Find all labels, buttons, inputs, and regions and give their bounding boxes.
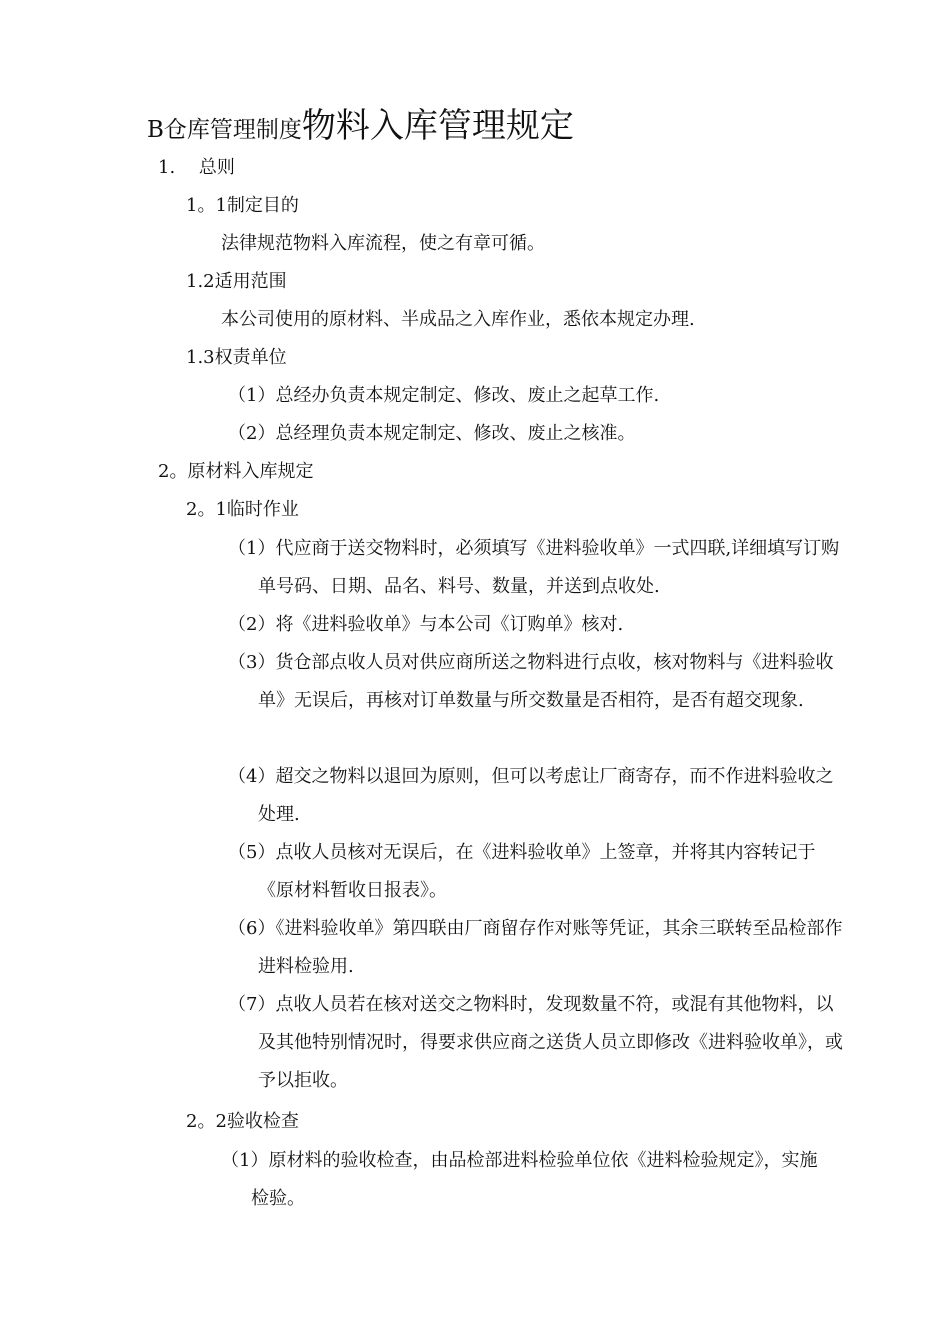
item-text: 货仓部点收人员对供应商所送之物料进行点收，核对物料与《进料验收单》无误后，再核对订单数量与所交数量是否相符，是否有超交现象. [258,652,834,711]
document-title [147,104,574,154]
section-1-3-heading: 1.3权责单位 [186,347,287,368]
item-number: （7） [228,994,276,1015]
item-text: 点收人员核对无误后，在《进料验收单》上签章，并将其内容转记于《原材料暂收日报表》。 [258,842,816,901]
section-1-1-body: 法律规范物料入库流程，使之有章可循。 [221,233,545,254]
item-text: 将《进料验收单》与本公司《订购单》核对. [275,614,624,635]
title-prefix: B仓库管理制度 [147,117,302,143]
item-number: （5） [228,842,276,863]
item-text: 点收人员若在核对送交之物料时，发现数量不符，或混有其他物料，以及其他特别情况时，得要求供应商之送货人员立即修改《进料验收单》，或予以拒收。 [258,994,843,1091]
section-1-1-heading: 1。1制定目的 [186,195,299,216]
section-1-heading: 1. 总则 [158,157,235,178]
section-2-2-heading: 2。2验收检查 [186,1111,299,1132]
section-2-1-item [228,606,848,644]
item-number: （3） [228,652,276,673]
section-2-1-heading: 2。1临时作业 [186,499,299,520]
item-number: （6） [228,918,276,939]
item-text: 超交之物料以退回为原则，但可以考虑让厂商寄存，而不作进料验收之处理. [258,766,834,825]
section-1-2-body: 本公司使用的原材料、半成品之入库作业，悉依本规定办理. [221,309,695,330]
section-2-1-item [228,758,848,834]
section-2-1-item [228,910,848,986]
section-2-1-item [228,644,848,720]
section-2-2-item [221,1142,826,1218]
item-number: （1） [221,1150,269,1171]
section-1-3-item: （1）总经办负责本规定制定、修改、废止之起草工作. [228,385,660,406]
section-2-1-item [228,530,848,606]
section-2-heading: 2。原材料入库规定 [158,461,314,482]
item-text: 原材料的验收检查，由品检部进料检验单位依《进料检验规定》，实施检验。 [251,1150,818,1209]
item-number: （2） [228,614,276,635]
section-2-1-item [228,986,848,1100]
section-1-2-heading: 1.2适用范围 [186,271,287,292]
item-text: 代应商于送交物料时，必须填写《进料验收单》一式四联,详细填写订购单号码、日期、品名、料号、数量，并送到点收处. [258,538,840,597]
item-text: 《进料验收单》第四联由厂商留存作对账等凭证，其余三联转至品检部作进料检验用. [258,918,843,977]
section-1-3-item: （2）总经理负责本规定制定、修改、废止之核准。 [228,423,636,444]
title-main: 物料入库管理规定 [301,106,574,146]
item-number: （1） [228,538,276,559]
section-2-1-item [228,834,848,910]
item-number: （4） [228,766,276,787]
